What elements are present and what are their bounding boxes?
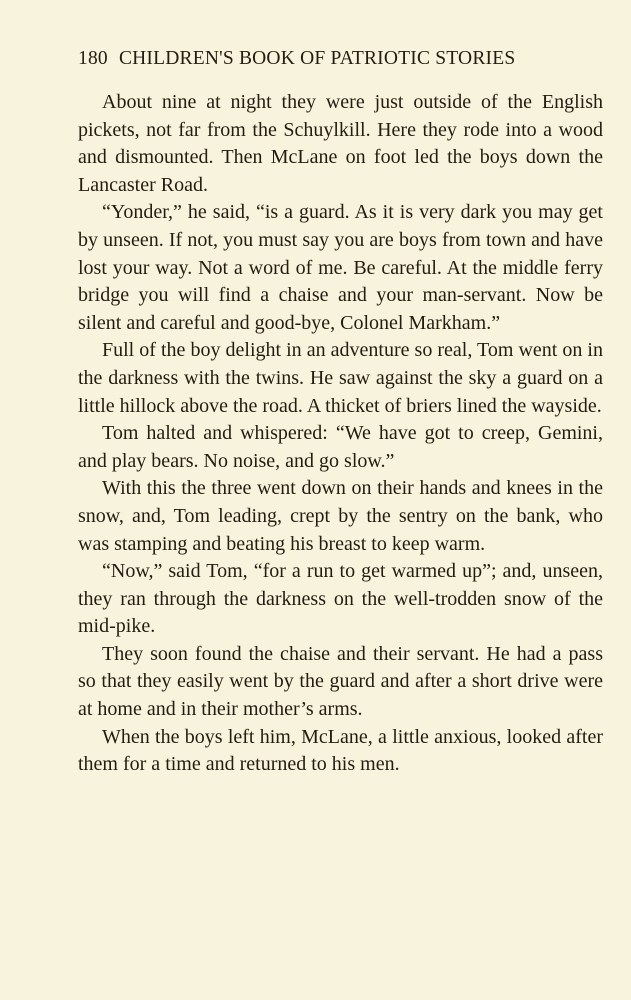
running-header [78,46,603,72]
paragraph-3: Full of the boy delight in an adventure so real, Tom went on in the darkness with the twins. He saw against the sky a guard on a little hillock above the road. A thicket of briers lined the wayside. [78,339,603,417]
body-text [78,89,603,779]
paragraph-1: About nine at night they were just outside of the English pickets, not far from the Schuylkill. Here they rode into a wood and dismounted. Then McLane on foot led the boys down the Lancaster Road. [78,91,603,196]
running-title: CHILDREN'S BOOK OF PATRIOTIC STORIES [118,48,516,69]
page-number: 180 [78,48,108,69]
paragraph-4: Tom halted and whispered: “We have got to creep, Gemini, and play bears. No noise, and go slow.” [78,422,603,472]
paragraph-7: They soon found the chaise and their servant. He had a pass so that they easily went by the guard and after a short drive were at home and in their mother’s arms. [78,642,603,721]
paragraph-6: “Now,” said Tom, “for a run to get warmed up”; and, unseen, they ran through the darkness on the well-trodden snow of the mid-pike. [78,560,603,638]
paragraph-8: When the boys left him, McLane, a little anxious, looked after them for a time and returned to his men. [78,725,603,776]
paragraph-2: “Yonder,” he said, “is a guard. As it is very dark you may get by unseen. If not, you must say you are boys from town and have lost your way. Not a word of me. Be careful. At the middle ferry bridge you will find a chaise and your man-servant. Now be silent and careful and good-bye, Colonel Markham.” [78,201,603,334]
paragraph-5: With this the three went down on their hands and knees in the snow, and, Tom leading, crept by the sentry on the bank, who was stamping and beating his breast to keep warm. [78,477,603,555]
